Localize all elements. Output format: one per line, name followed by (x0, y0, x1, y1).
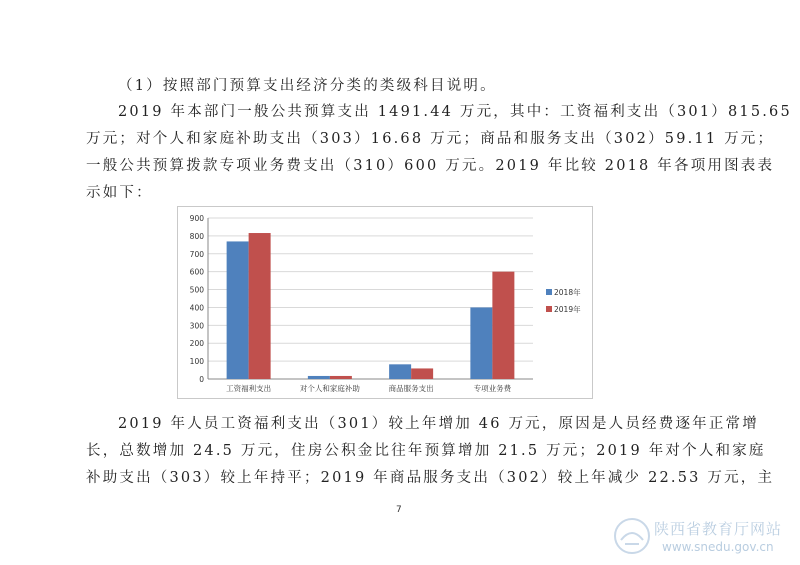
y-tick-label: 200 (189, 339, 204, 349)
paragraph-1-line-2: 万元；对个人和家庭补助支出（303）16.68 万元；商品和服务支出（302）59.11 万元； (86, 131, 775, 147)
paragraph-2-line-3: 补助支出（303）较上年持平；2019 年商品服务支出（302）较上年减少 22.53 万元，主 (86, 470, 775, 486)
bar-2018 (389, 364, 411, 379)
paragraph-1-line-3: 一般公共预算拨款专项业务费支出（310）600 万元。2019 年比较 2018 年各项用图表表 (86, 158, 775, 174)
watermark-site-name: 陕西省教育厅网站 (654, 520, 783, 538)
bar-2019 (411, 368, 433, 379)
y-tick-label: 900 (189, 214, 204, 223)
y-tick-label: 700 (189, 249, 204, 259)
site-watermark (612, 514, 792, 560)
y-tick-label: 100 (189, 357, 204, 367)
bar-2019 (492, 272, 514, 379)
x-tick-label: 商品服务支出 (388, 384, 434, 393)
bar-chart (177, 206, 593, 399)
heading-line: （1）按照部门预算支出经济分类的类级科目说明。 (118, 78, 497, 94)
legend-label: 2019年 (554, 305, 581, 314)
legend-label: 2018年 (554, 288, 581, 297)
legend-swatch (546, 289, 552, 295)
bar-2019 (249, 233, 271, 379)
bar-2019 (330, 376, 352, 379)
paragraph-1-line-4: 示如下： (86, 185, 153, 201)
x-tick-label: 专项业务费 (473, 384, 512, 393)
bar-2018 (308, 376, 330, 379)
x-tick-label: 工资福利支出 (226, 384, 272, 393)
y-tick-label: 300 (189, 321, 204, 331)
x-tick-label: 对个人和家庭补助 (299, 384, 360, 393)
y-tick-label: 0 (199, 375, 204, 384)
y-tick-label: 400 (189, 303, 204, 313)
y-tick-label: 600 (189, 267, 204, 277)
site-logo-icon (612, 516, 652, 556)
bar-chart-svg (178, 207, 592, 398)
bar-2018 (470, 307, 492, 379)
bar-2018 (227, 241, 249, 379)
y-tick-label: 500 (189, 285, 204, 295)
y-tick-label: 800 (189, 231, 204, 241)
paragraph-1-line-1: 2019 年本部门一般公共预算支出 1491.44 万元，其中：工资福利支出（301）815.65 (118, 104, 792, 120)
legend-swatch (546, 306, 552, 312)
paragraph-2-line-2: 长，总数增加 24.5 万元，住房公积金比往年预算增加 21.5 万元；2019 年对个人和家庭 (86, 443, 766, 459)
paragraph-2-line-1: 2019 年人员工资福利支出（301）较上年增加 46 万元，原因是人员经费逐年正常增 (118, 416, 759, 432)
page-number: 7 (396, 505, 402, 515)
watermark-url: www.snedu.gov.cn (662, 540, 774, 554)
